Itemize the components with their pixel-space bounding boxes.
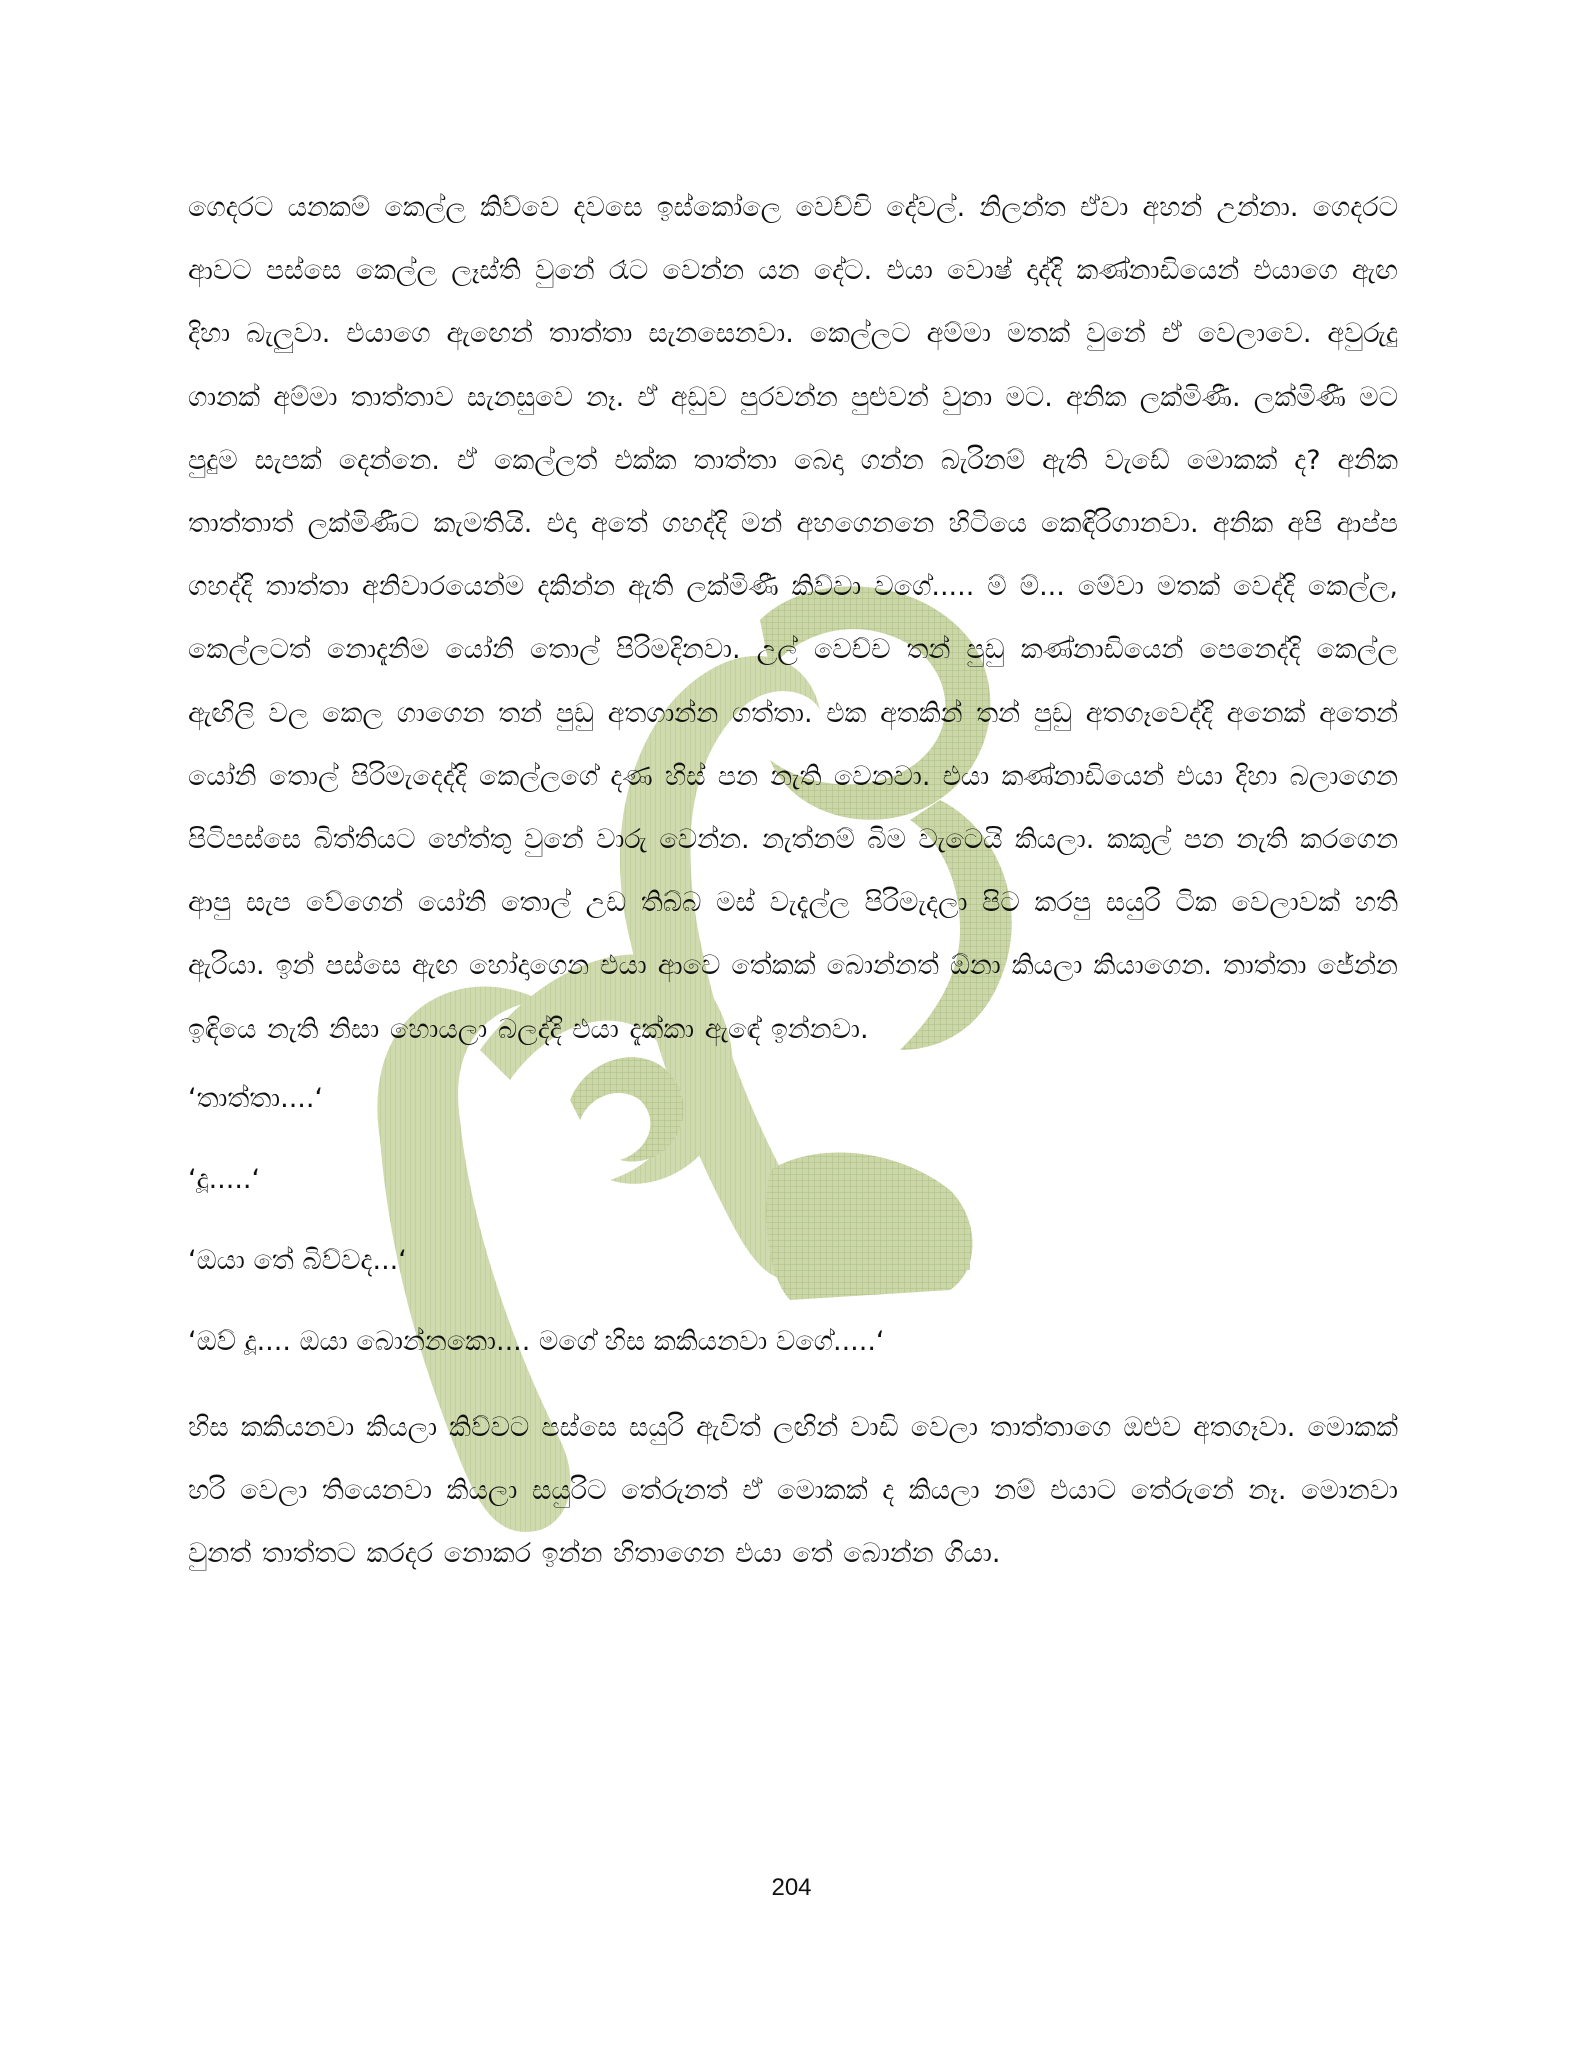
page-number: 204 [771,1874,812,1901]
dialogue-spacer [188,1119,1398,1160]
dialogue-line-4: ‘ඔව් දූ.... ඔයා බොන්නකො.... මගේ හිස කකියනවා වගේ.....‘ [188,1325,885,1357]
dialogue-line-2: ‘දූ.....‘ [188,1163,261,1195]
body-paragraph-1: ගෙදරට යනකම් කෙල්ල කිව්වෙ දවසෙ ඉස්කෝලෙ වෙච්චි දේවල්. නිලන්ත ඒවා අහන් උන්නා. ගෙදරට ආවට පස්සෙ කෙල්ල ලෑස්ති වුනේ රෑට වෙන්න යන දේට. එයා වොෂ් දාද්දි කණ්නාඩියෙන් එයාගෙ ඇඟ දිහා බැලුවා. එයාගෙ ඇඟෙන් තාත්තා සැනසෙනවා. කෙල්ලට අම්මා මතක් වුනේ ඒ වෙලාවෙ. අවුරුදු ගානක් අම්මා තාත්තාව සැනසුවෙ නෑ. ඒ අඩුව පුරවන්න පුළුවන් වුනා මට. අනික ලක්මිණී. ලක්මිණී මට පුදුම සැපක් දෙන්නෙ. ඒ කෙල්ලත් එක්ක තාත්තා බෙදා ගන්න බැරිනම් ඇති වැඩේ මොකක් ද? අනික තාත්තාත් ලක්මිණීට කැමතියි. එදා අතේ ගහද්දි මන් අහගෙනනෙ හිටියෙ කෙඳිරිගානවා. අනික අපි ආප්ප ගහද්දි තාත්තා අනිවාරයෙන්ම දකින්න ඇති ලක්මිණී කිව්වා වගේ..... ම් ම්... මේවා මතක් වෙද්දි කෙල්ල, කෙල්ලටත් නොදැනිම යෝනි තොල් පිරිමදිනවා. උල් වෙච්ච තන් පුඩු කණ්නාඩියෙන් පෙනෙද්දි කෙල්ල ඇඟිලි වල කෙල ගාගෙන තන් පුඩු අතගාන්න ගත්තා. එක අතකින් තන් පුඩු අතගෑවෙද්දි අනෙක් අතෙන් යෝනි තොල් පිරිමැදෙද්දි කෙල්ලගේ දණ හිස් පන නැති වෙනවා. එයා කණ්නාඩියෙන් එයා දිහා බලාගෙන පිටිපස්සෙ බිත්තියට හේත්තු වුනේ වාරු වෙන්න. නැත්නම් බිම වැටෙයි කියලා. කකුල් පන නැති කරගෙන ආපු සැප වේගෙන් යෝනි තොල් උඩ තිබ්බ මස් වැදැල්ල පිරිමැදලා පිට කරපු සයුරි ටික වෙලාවක් හති ඇරියා. ඉන් පස්සෙ ඇඟ හෝදාගෙන එයා ආවෙ තේකක් බොන්නත් ඕනා කියලා කියාගෙන. තාත්තා ජේන්න ඉඳියෙ නැති නිසා හොයලා බලද්දි එයා දැක්කා ඇඳේ ඉන්නවා. [188,192,1398,1045]
body-paragraph-2: හිස කකියනවා කියලා කිව්වට පස්සෙ සයුරි ඇවිත් ලඟින් වාඩි වෙලා තාත්තාගෙ ඔළුව අතගෑවා. මොකක් හරි වෙලා තියෙනවා කියලා සයුරිට තේරුනත් ඒ මොකක් ද කියලා නම් එයාට තේරුනේ නෑ. මොනවා වුනත් තාත්තට කරදර නොකර ඉන්න හිතාගෙන එයා තේ බොන්න ගියා. [188,1411,1398,1570]
dialogue-spacer [188,1200,1398,1241]
paragraph-spacer [188,1061,1398,1079]
dialogue-line-1: ‘තාත්තා....‘ [188,1082,324,1114]
dialogue-line-3: ‘ඔයා තේ බිව්වද...‘ [188,1244,407,1276]
dialogue-spacer [188,1281,1398,1322]
main-text [188,176,1398,1585]
paragraph-spacer [188,1362,1398,1396]
